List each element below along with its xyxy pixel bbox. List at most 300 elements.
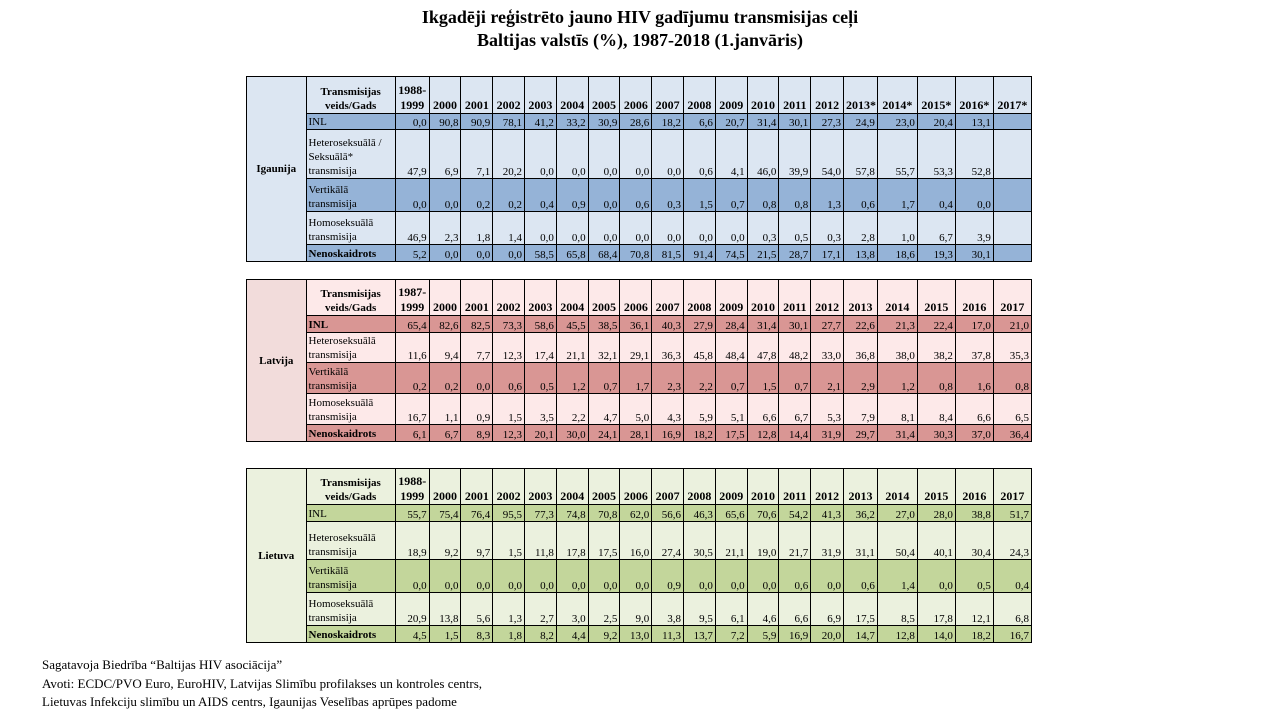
- value-cell: 82,5: [461, 316, 493, 333]
- value-cell: 0,3: [811, 212, 844, 245]
- value-cell: 46,9: [395, 212, 429, 245]
- year-header: 2015: [917, 280, 955, 316]
- year-header: 1988-1999: [395, 469, 429, 505]
- value-cell: 70,8: [588, 505, 620, 522]
- value-cell: 0,3: [747, 212, 779, 245]
- value-cell: 6,6: [955, 394, 993, 425]
- value-cell: 0,0: [955, 179, 993, 212]
- value-cell: 17,5: [844, 593, 878, 626]
- value-cell: 0,2: [493, 179, 525, 212]
- year-header: 2010: [747, 280, 779, 316]
- value-cell: 17,5: [588, 522, 620, 560]
- year-header: 2013: [844, 280, 878, 316]
- value-cell: 7,9: [844, 394, 878, 425]
- value-cell: 0,0: [620, 130, 652, 179]
- value-cell: 1,8: [493, 626, 525, 643]
- value-cell: 56,6: [652, 505, 684, 522]
- value-cell: 0,0: [525, 212, 557, 245]
- value-cell: 0,0: [620, 212, 652, 245]
- value-cell: 0,0: [684, 212, 716, 245]
- value-cell: [993, 245, 1031, 262]
- value-cell: 46,3: [684, 505, 716, 522]
- value-cell: [993, 130, 1031, 179]
- value-cell: 7,2: [715, 626, 747, 643]
- value-cell: 95,5: [493, 505, 525, 522]
- value-cell: 0,5: [525, 363, 557, 394]
- value-cell: 0,5: [955, 560, 993, 593]
- year-header: 2017: [993, 280, 1031, 316]
- value-cell: 70,6: [747, 505, 779, 522]
- value-cell: 0,0: [620, 560, 652, 593]
- value-cell: 2,2: [684, 363, 716, 394]
- value-cell: 12,8: [877, 626, 917, 643]
- value-cell: 30,9: [588, 114, 620, 130]
- year-header: 2015*: [917, 77, 955, 114]
- value-cell: 30,3: [917, 425, 955, 442]
- value-cell: 0,2: [429, 363, 461, 394]
- value-cell: 1,6: [955, 363, 993, 394]
- value-cell: 32,1: [588, 333, 620, 363]
- value-cell: 41,2: [525, 114, 557, 130]
- year-header: 2006: [620, 77, 652, 114]
- value-cell: 2,2: [556, 394, 588, 425]
- value-cell: 16,9: [652, 425, 684, 442]
- value-cell: 0,2: [461, 179, 493, 212]
- year-header: 2011: [779, 77, 811, 114]
- value-cell: 36,3: [652, 333, 684, 363]
- value-cell: 21,1: [556, 333, 588, 363]
- value-cell: 0,0: [588, 212, 620, 245]
- value-cell: 8,4: [917, 394, 955, 425]
- value-cell: 9,0: [620, 593, 652, 626]
- value-cell: 5,9: [684, 394, 716, 425]
- value-cell: 17,4: [525, 333, 557, 363]
- header-label: Transmisijas veids/Gads: [306, 280, 395, 316]
- year-header: 2012: [811, 280, 844, 316]
- value-cell: 77,3: [525, 505, 557, 522]
- table-row: [247, 394, 1032, 425]
- value-cell: 3,0: [556, 593, 588, 626]
- row-label: INL: [306, 114, 395, 130]
- year-header: 2009: [715, 469, 747, 505]
- year-header: 2013*: [844, 77, 878, 114]
- year-header: 2002: [493, 77, 525, 114]
- value-cell: 6,6: [779, 593, 811, 626]
- year-header: 2004: [556, 280, 588, 316]
- year-header: 2016*: [955, 77, 993, 114]
- value-cell: 1,2: [877, 363, 917, 394]
- value-cell: 58,5: [525, 245, 557, 262]
- value-cell: 35,3: [993, 333, 1031, 363]
- value-cell: 0,0: [588, 130, 620, 179]
- value-cell: 0,8: [917, 363, 955, 394]
- year-header: 2002: [493, 280, 525, 316]
- table-row: [247, 333, 1032, 363]
- value-cell: 5,2: [395, 245, 429, 262]
- table-row: [247, 505, 1032, 522]
- value-cell: 8,9: [461, 425, 493, 442]
- value-cell: 19,3: [917, 245, 955, 262]
- table-row: [247, 363, 1032, 394]
- value-cell: 21,3: [877, 316, 917, 333]
- row-label: Vertikālā transmisija: [306, 179, 395, 212]
- value-cell: 7,1: [461, 130, 493, 179]
- table-igaunija: [246, 76, 1032, 262]
- value-cell: 17,8: [556, 522, 588, 560]
- row-label: Heteroseksuālā transmisija: [306, 333, 395, 363]
- year-header: 2011: [779, 280, 811, 316]
- year-header: 2003: [525, 77, 557, 114]
- value-cell: 0,6: [779, 560, 811, 593]
- value-cell: 7,7: [461, 333, 493, 363]
- value-cell: 20,9: [395, 593, 429, 626]
- row-label: Heteroseksuālā / Seksuālā* transmisija: [306, 130, 395, 179]
- value-cell: 0,4: [525, 179, 557, 212]
- note-line: Sagatavoja Biedrība “Baltijas HIV asociācija”: [42, 657, 283, 672]
- value-cell: 6,6: [684, 114, 716, 130]
- value-cell: 27,9: [684, 316, 716, 333]
- value-cell: 48,2: [779, 333, 811, 363]
- value-cell: 0,0: [429, 560, 461, 593]
- row-label: Vertikālā transmisija: [306, 560, 395, 593]
- table-row: [247, 114, 1032, 130]
- value-cell: 0,0: [461, 363, 493, 394]
- value-cell: 65,8: [556, 245, 588, 262]
- value-cell: 1,5: [747, 363, 779, 394]
- value-cell: 6,9: [811, 593, 844, 626]
- value-cell: 58,6: [525, 316, 557, 333]
- value-cell: 0,8: [747, 179, 779, 212]
- value-cell: 57,8: [844, 130, 878, 179]
- value-cell: 0,6: [844, 560, 878, 593]
- value-cell: 65,4: [395, 316, 429, 333]
- value-cell: 14,4: [779, 425, 811, 442]
- year-header: 2017*: [993, 77, 1031, 114]
- value-cell: 31,4: [747, 316, 779, 333]
- value-cell: 0,0: [429, 245, 461, 262]
- value-cell: 0,0: [715, 212, 747, 245]
- value-cell: 6,5: [993, 394, 1031, 425]
- value-cell: 27,7: [811, 316, 844, 333]
- value-cell: 21,0: [993, 316, 1031, 333]
- value-cell: 38,8: [955, 505, 993, 522]
- year-header: 2011: [779, 469, 811, 505]
- value-cell: 0,0: [747, 560, 779, 593]
- value-cell: 4,3: [652, 394, 684, 425]
- value-cell: 1,7: [877, 179, 917, 212]
- country-name: Igaunija: [247, 77, 307, 262]
- row-label: Homoseksuālā transmisija: [306, 394, 395, 425]
- value-cell: 30,1: [779, 316, 811, 333]
- year-header: 2010: [747, 77, 779, 114]
- value-cell: 11,8: [525, 522, 557, 560]
- value-cell: 0,6: [620, 179, 652, 212]
- value-cell: 5,3: [811, 394, 844, 425]
- row-label: Vertikālā transmisija: [306, 363, 395, 394]
- value-cell: 28,7: [779, 245, 811, 262]
- value-cell: 90,8: [429, 114, 461, 130]
- year-header: 2003: [525, 280, 557, 316]
- value-cell: 0,0: [395, 179, 429, 212]
- year-header: 2002: [493, 469, 525, 505]
- value-cell: 19,0: [747, 522, 779, 560]
- value-cell: 23,0: [877, 114, 917, 130]
- value-cell: 13,1: [955, 114, 993, 130]
- year-header: 2005: [588, 469, 620, 505]
- year-header: 2004: [556, 77, 588, 114]
- value-cell: 52,8: [955, 130, 993, 179]
- value-cell: 38,0: [877, 333, 917, 363]
- value-cell: 18,2: [652, 114, 684, 130]
- value-cell: 17,8: [917, 593, 955, 626]
- value-cell: 0,9: [461, 394, 493, 425]
- value-cell: 12,3: [493, 425, 525, 442]
- value-cell: 1,4: [493, 212, 525, 245]
- value-cell: 0,7: [588, 363, 620, 394]
- value-cell: 20,2: [493, 130, 525, 179]
- value-cell: 4,1: [715, 130, 747, 179]
- value-cell: 5,0: [620, 394, 652, 425]
- value-cell: 1,5: [429, 626, 461, 643]
- value-cell: 18,2: [684, 425, 716, 442]
- value-cell: 0,0: [493, 245, 525, 262]
- year-header: 2012: [811, 77, 844, 114]
- value-cell: 21,5: [747, 245, 779, 262]
- value-cell: 73,3: [493, 316, 525, 333]
- table-row: [247, 593, 1032, 626]
- year-header: 2014: [877, 280, 917, 316]
- year-header: 2010: [747, 469, 779, 505]
- value-cell: 45,5: [556, 316, 588, 333]
- row-label: Nenoskaidrots: [306, 626, 395, 643]
- value-cell: 2,1: [811, 363, 844, 394]
- value-cell: 45,8: [684, 333, 716, 363]
- value-cell: 8,1: [877, 394, 917, 425]
- value-cell: 0,2: [395, 363, 429, 394]
- value-cell: 27,0: [877, 505, 917, 522]
- year-header: 2003: [525, 469, 557, 505]
- value-cell: 17,0: [955, 316, 993, 333]
- value-cell: 47,8: [747, 333, 779, 363]
- value-cell: 2,5: [588, 593, 620, 626]
- value-cell: 81,5: [652, 245, 684, 262]
- value-cell: 82,6: [429, 316, 461, 333]
- year-header: 2001: [461, 77, 493, 114]
- value-cell: 20,7: [715, 114, 747, 130]
- value-cell: 14,0: [917, 626, 955, 643]
- value-cell: 0,0: [429, 179, 461, 212]
- value-cell: 2,7: [525, 593, 557, 626]
- value-cell: 2,3: [652, 363, 684, 394]
- value-cell: 5,6: [461, 593, 493, 626]
- value-cell: 36,2: [844, 505, 878, 522]
- value-cell: 53,3: [917, 130, 955, 179]
- value-cell: 90,9: [461, 114, 493, 130]
- value-cell: 20,1: [525, 425, 557, 442]
- value-cell: 3,9: [955, 212, 993, 245]
- value-cell: 4,5: [395, 626, 429, 643]
- value-cell: 13,0: [620, 626, 652, 643]
- table-row: [247, 212, 1032, 245]
- note-line: Lietuvas Infekciju slimību un AIDS centrs, Igaunijas Veselības aprūpes padome: [42, 694, 457, 709]
- value-cell: 1,2: [556, 363, 588, 394]
- value-cell: 40,1: [917, 522, 955, 560]
- value-cell: 0,0: [395, 560, 429, 593]
- value-cell: 3,5: [525, 394, 557, 425]
- value-cell: 0,0: [652, 130, 684, 179]
- value-cell: 21,7: [779, 522, 811, 560]
- value-cell: 6,1: [715, 593, 747, 626]
- value-cell: 13,7: [684, 626, 716, 643]
- row-label: Heteroseksuālā transmisija: [306, 522, 395, 560]
- value-cell: 18,2: [955, 626, 993, 643]
- value-cell: 31,9: [811, 522, 844, 560]
- value-cell: 37,8: [955, 333, 993, 363]
- value-cell: 8,2: [525, 626, 557, 643]
- value-cell: 14,7: [844, 626, 878, 643]
- value-cell: 91,4: [684, 245, 716, 262]
- value-cell: 0,0: [556, 130, 588, 179]
- value-cell: 31,4: [747, 114, 779, 130]
- year-header: 1987-1999: [395, 280, 429, 316]
- value-cell: 6,7: [429, 425, 461, 442]
- year-header: 2005: [588, 280, 620, 316]
- table-row: [247, 316, 1032, 333]
- value-cell: 0,5: [779, 212, 811, 245]
- value-cell: 0,4: [993, 560, 1031, 593]
- year-header: 2016: [955, 280, 993, 316]
- value-cell: 8,3: [461, 626, 493, 643]
- value-cell: 1,3: [493, 593, 525, 626]
- note-line: Avoti: ECDC/PVO Euro, EuroHIV, Latvijas Slimību profilakses un kontroles centrs,: [42, 675, 483, 691]
- value-cell: 16,9: [779, 626, 811, 643]
- value-cell: 22,4: [917, 316, 955, 333]
- year-header: 2016: [955, 469, 993, 505]
- value-cell: 33,0: [811, 333, 844, 363]
- value-cell: 0,0: [556, 560, 588, 593]
- value-cell: 30,1: [779, 114, 811, 130]
- value-cell: 4,4: [556, 626, 588, 643]
- value-cell: 0,0: [588, 560, 620, 593]
- year-header: 2008: [684, 280, 716, 316]
- table-lietuva: [246, 468, 1032, 643]
- value-cell: 68,4: [588, 245, 620, 262]
- value-cell: 30,0: [556, 425, 588, 442]
- value-cell: 27,4: [652, 522, 684, 560]
- value-cell: 6,7: [917, 212, 955, 245]
- value-cell: 74,8: [556, 505, 588, 522]
- year-header: 2001: [461, 280, 493, 316]
- value-cell: 48,4: [715, 333, 747, 363]
- value-cell: 0,0: [715, 560, 747, 593]
- value-cell: 31,1: [844, 522, 878, 560]
- value-cell: 9,2: [588, 626, 620, 643]
- value-cell: 0,0: [652, 212, 684, 245]
- year-header: 2007: [652, 280, 684, 316]
- value-cell: 18,6: [877, 245, 917, 262]
- value-cell: 47,9: [395, 130, 429, 179]
- value-cell: 39,9: [779, 130, 811, 179]
- value-cell: 22,6: [844, 316, 878, 333]
- year-header: 2006: [620, 280, 652, 316]
- value-cell: 0,0: [395, 114, 429, 130]
- value-cell: 0,0: [917, 560, 955, 593]
- value-cell: 0,4: [917, 179, 955, 212]
- value-cell: 0,0: [461, 245, 493, 262]
- page-title: [0, 6, 1280, 52]
- value-cell: 16,7: [993, 626, 1031, 643]
- row-label: Homoseksuālā transmisija: [306, 212, 395, 245]
- value-cell: 2,9: [844, 363, 878, 394]
- value-cell: 24,1: [588, 425, 620, 442]
- value-cell: 37,0: [955, 425, 993, 442]
- value-cell: 5,1: [715, 394, 747, 425]
- header-label: Transmisijas veids/Gads: [306, 469, 395, 505]
- row-label: Nenoskaidrots: [306, 245, 395, 262]
- value-cell: 30,1: [955, 245, 993, 262]
- year-header: 2009: [715, 280, 747, 316]
- value-cell: 0,6: [493, 363, 525, 394]
- value-cell: 29,1: [620, 333, 652, 363]
- value-cell: 0,0: [588, 179, 620, 212]
- value-cell: 9,7: [461, 522, 493, 560]
- value-cell: [993, 114, 1031, 130]
- value-cell: 1,7: [620, 363, 652, 394]
- value-cell: 78,1: [493, 114, 525, 130]
- value-cell: 13,8: [844, 245, 878, 262]
- year-header: 2008: [684, 77, 716, 114]
- year-header: 1988-1999: [395, 77, 429, 114]
- value-cell: 54,2: [779, 505, 811, 522]
- value-cell: 36,1: [620, 316, 652, 333]
- year-header: 2000: [429, 469, 461, 505]
- value-cell: 6,7: [779, 394, 811, 425]
- country-name: Latvija: [247, 280, 307, 442]
- value-cell: 2,3: [429, 212, 461, 245]
- value-cell: 27,3: [811, 114, 844, 130]
- value-cell: 50,4: [877, 522, 917, 560]
- value-cell: 36,4: [993, 425, 1031, 442]
- value-cell: 2,8: [844, 212, 878, 245]
- value-cell: 40,3: [652, 316, 684, 333]
- value-cell: 0,3: [652, 179, 684, 212]
- table-row: [247, 626, 1032, 643]
- value-cell: 0,0: [525, 560, 557, 593]
- table-row: [247, 522, 1032, 560]
- title-line-1: Ikgadēji reģistrēto jauno HIV gadījumu transmisijas ceļi: [421, 7, 859, 27]
- value-cell: 51,7: [993, 505, 1031, 522]
- value-cell: 0,7: [779, 363, 811, 394]
- year-header: 2017: [993, 469, 1031, 505]
- value-cell: 0,9: [652, 560, 684, 593]
- title-line-2: Baltijas valstīs (%), 1987-2018 (1.janvāris): [477, 30, 803, 50]
- value-cell: 76,4: [461, 505, 493, 522]
- value-cell: 20,4: [917, 114, 955, 130]
- value-cell: 0,0: [684, 560, 716, 593]
- value-cell: 9,4: [429, 333, 461, 363]
- year-header: 2015: [917, 469, 955, 505]
- value-cell: 0,0: [811, 560, 844, 593]
- year-header: 2007: [652, 77, 684, 114]
- value-cell: 30,4: [955, 522, 993, 560]
- value-cell: 24,3: [993, 522, 1031, 560]
- country-name: Lietuva: [247, 469, 307, 643]
- value-cell: [993, 179, 1031, 212]
- value-cell: 12,1: [955, 593, 993, 626]
- value-cell: 33,2: [556, 114, 588, 130]
- value-cell: 38,2: [917, 333, 955, 363]
- value-cell: 9,5: [684, 593, 716, 626]
